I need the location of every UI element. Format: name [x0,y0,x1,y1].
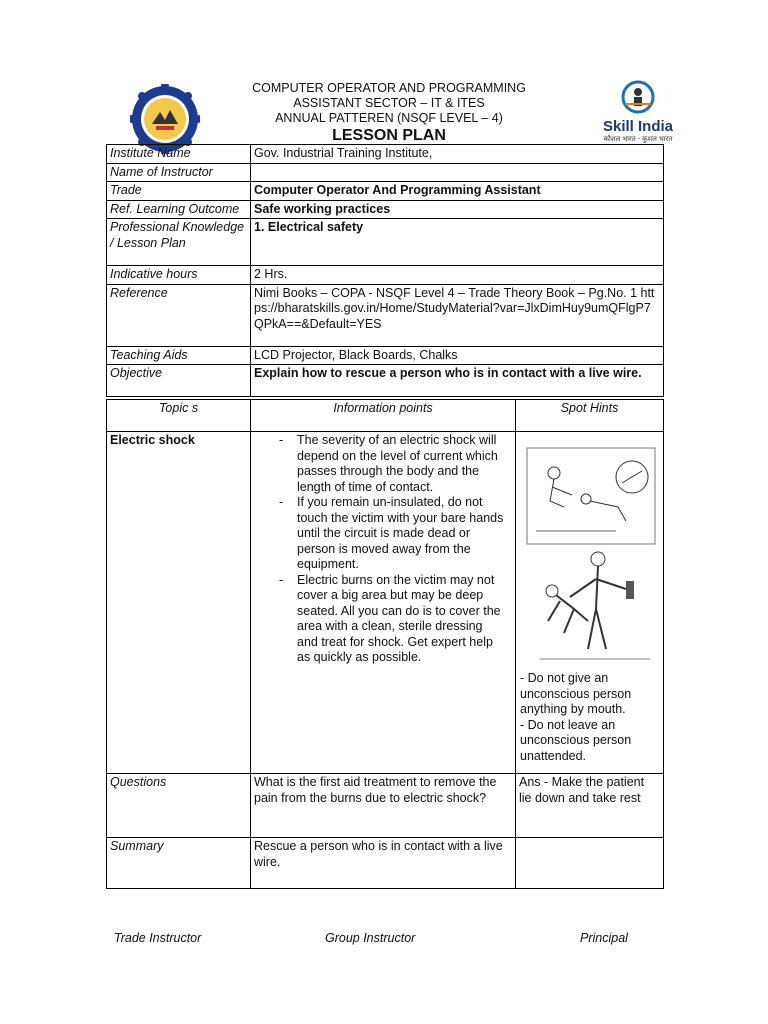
header-line-2: ASSISTANT SECTOR – IT & ITES [293,96,485,110]
lesson-details-table [106,144,664,397]
skill-india-subtext: कौशल भारत - कुशल भारत [603,136,673,143]
row-value: 1. Electrical safety [251,219,664,266]
row-label: Institute Name [107,145,251,164]
column-header-information-points: Information points [251,400,516,432]
skill-india-text: Skill India [602,118,674,135]
principal-signature: Principal [580,931,628,945]
spot-hint-text-2: - Do not leave an unconscious person unattended. [520,717,632,763]
header-line-1: COMPUTER OPERATOR AND PROGRAMMING [252,81,526,95]
list-item: - If you remain un-insulated, do not touch the victim with your bare hands until the circuit is made dead or person is moved away from the equipment. [297,495,505,573]
row-label: Professional Knowledge / Lesson Plan [107,219,251,266]
table-row [107,346,664,365]
page-title: LESSON PLAN [332,127,446,144]
information-points-cell [251,432,516,774]
table-header-row [107,400,664,432]
information-points-list [275,433,505,666]
summary-label: Summary [107,838,251,889]
row-value [251,163,664,182]
table-row [107,182,664,201]
table-row [107,145,664,164]
question-cell: What is the first aid treatment to remove the pain from the burns due to electric shock? [251,774,516,838]
row-label: Reference [107,284,251,346]
row-value: 2 Hrs. [251,266,664,285]
table-row [107,200,664,219]
column-header-spot-hints: Spot Hints [516,400,664,432]
summary-cell: Rescue a person who is in contact with a live wire. [251,838,516,889]
table-row [107,163,664,182]
row-label: Ref. Learning Outcome [107,200,251,219]
skill-india-logo [590,80,686,146]
questions-label: Questions [107,774,251,838]
header-line-3: ANNUAL PATTEREN (NSQF LEVEL – 4) [275,111,503,125]
group-instructor-signature: Group Instructor [325,931,416,945]
spot-hint-text-1: - Do not give an unconscious person anything by mouth. [520,671,632,716]
table-row [107,284,664,346]
row-value: Nimi Books – COPA - NSQF Level 4 – Trade Theory Book – Pg.No. 1 https://bharatskills.gov.in/Home/StudyMaterial?var=JlxDimHuy9umQFlgP7 QPkA==&Default=YES [251,284,664,346]
topic-cell: Electric shock [107,432,251,774]
row-value: Gov. Industrial Training Institute, [251,145,664,164]
table-row [107,219,664,266]
table-row [107,266,664,285]
answer-cell: Ans - Make the patient lie down and take rest [516,774,664,838]
row-label: Objective [107,365,251,397]
trade-instructor-signature: Trade Instructor [114,931,202,945]
summary-hint-cell [516,838,664,889]
spot-hints-cell [516,432,664,774]
skill-india-emblem-icon [621,80,655,114]
table-row [107,432,664,774]
topics-table [106,399,664,889]
column-header-topics: Topic s [107,400,251,432]
list-item: - Electric burns on the victim may not cover a big area but may be deep seated. All you can do is to cover the area with a clean, sterile dressing and treat for shock. Get expert help as quickly as possible. [297,573,505,666]
row-value: Computer Operator And Programming Assistant [251,182,664,201]
row-value: LCD Projector, Black Boards, Chalks [251,346,664,365]
rescue-scene-illustration-image [530,549,660,669]
table-row [107,774,664,838]
list-item: - The severity of an electric shock will depend on the level of current which passes through the body and the length of time of contact. [297,433,505,495]
row-value: Safe working practices [251,200,664,219]
row-label: Teaching Aids [107,346,251,365]
row-value: Explain how to rescue a person who is in contact with a live wire. [251,365,664,397]
table-row [107,838,664,889]
rescue-illustration-image [526,447,656,545]
table-row [107,365,664,397]
row-label: Indicative hours [107,266,251,285]
row-label: Trade [107,182,251,201]
row-label: Name of Instructor [107,163,251,182]
